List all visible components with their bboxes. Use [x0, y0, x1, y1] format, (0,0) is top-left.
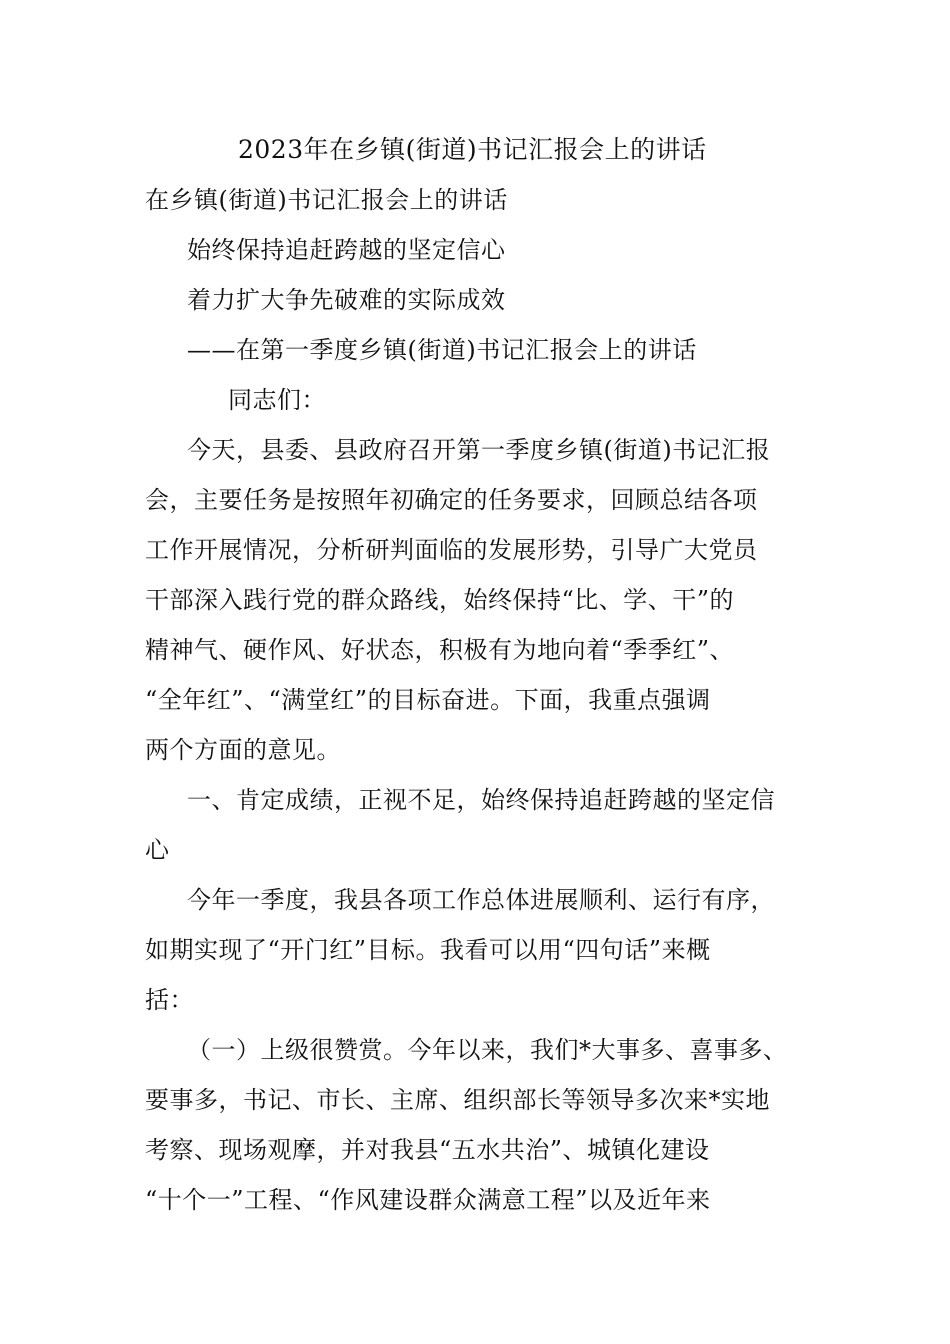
headline-1: 始终保持追赶跨越的坚定信心 [187, 236, 506, 264]
paragraph-line: 今年一季度，我县各项工作总体进展顺利、运行有序， [187, 886, 775, 914]
paragraph-line: 括： [145, 986, 194, 1014]
paragraph-line: 今天，县委、县政府召开第一季度乡镇(街道)书记汇报 [187, 436, 771, 464]
paragraph-line: 精神气、硬作风、好状态，积极有为地向着“季季红”、 [145, 636, 735, 664]
paragraph-line: “全年红”、“满堂红”的目标奋进。下面，我重点强调 [145, 686, 711, 714]
document-subtitle: 在乡镇(街道)书记汇报会上的讲话 [145, 186, 508, 214]
byline: ——在第一季度乡镇(街道)书记汇报会上的讲话 [187, 336, 697, 364]
paragraph-line: （一）上级很赞赏。今年以来，我们*大事多、喜事多、 [187, 1036, 788, 1064]
paragraph-line: 要事多，书记、市长、主席、组织部长等领导多次来*实地 [145, 1086, 770, 1114]
paragraph-line: 考察、现场观摩，并对我县“五水共治”、城镇化建设 [145, 1136, 710, 1164]
paragraph-line: “十个一”工程、“作风建设群众满意工程”以及近年来 [145, 1186, 711, 1214]
section-heading: 一、肯定成绩，正视不足，始终保持追赶跨越的坚定信 [187, 786, 775, 814]
paragraph-line: 工作开展情况，分析研判面临的发展形势，引导广大党员 [145, 536, 758, 564]
paragraph-line: 如期实现了“开门红”目标。我看可以用“四句话”来概 [145, 936, 711, 964]
salutation: 同志们： [228, 386, 326, 414]
section-heading: 心 [145, 836, 170, 864]
paragraph-line: 会，主要任务是按照年初确定的任务要求，回顾总结各项 [145, 486, 758, 514]
headline-2: 着力扩大争先破难的实际成效 [187, 286, 506, 314]
paragraph-line: 两个方面的意见。 [145, 736, 341, 764]
paragraph-line: 干部深入践行党的群众路线，始终保持“比、学、干”的 [145, 586, 735, 614]
document-title: 2023年在乡镇(街道)书记汇报会上的讲话 [238, 135, 707, 164]
